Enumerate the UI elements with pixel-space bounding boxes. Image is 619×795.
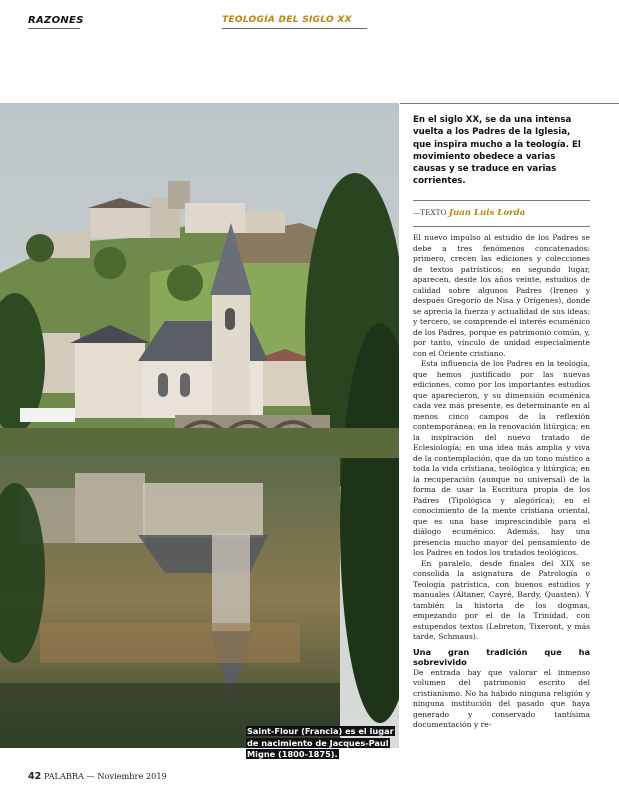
page-footer — [28, 771, 167, 782]
byline — [413, 208, 590, 218]
subheading: Una gran tradición que ha sobrevivido — [413, 646, 590, 667]
header-rule-left — [28, 28, 80, 29]
magazine-issue: PALABRA — Noviembre 2019 — [43, 771, 167, 781]
lead-rule — [413, 200, 590, 201]
town-photo — [0, 103, 399, 748]
paragraph: El nuevo impulso al estudio de los Padres se debe a tres fenómenos concatenados: primero, crecen las ediciones y colecciones de textos patrísticos; en segundo lugar, aparecen, desde los años veinte, estudios de calidad sobre algunos Padres (Ireneo y después Gregorio de Nisa y Orígenes), donde se aprecia la fuerza y actualidad de sus ideas; y tercero, se comprende el interés ecuménico de los Padres, porque es patrimonio común, y, por tanto, vínculo de unidad especialmente con el Oriente cristiano. — [413, 233, 590, 358]
paragraph: De entrada hay que valorar el inmenso volumen del patrimonio escrito del cristianismo. No ha habido ninguna religión y ninguna institución del pasado que haya generado y conservado tantísima documentación y re- — [413, 667, 590, 729]
header-rule-right — [222, 28, 367, 29]
article-lead: En el siglo XX, se da una intensa vuelta a los Padres de la Iglesia, que inspira mucho a la teología. El movimiento obedece a varias causas y se traduce en varias corrientes. — [413, 115, 581, 187]
byline-prefix: —TEXTO — [413, 208, 447, 217]
byline-rule — [413, 226, 590, 227]
topic-label: TEOLOGÍA DEL SIGLO XX — [222, 15, 352, 25]
section-label: RAZONES — [28, 15, 84, 26]
top-rule — [400, 103, 619, 104]
article-body — [413, 233, 590, 731]
page-number: 42 — [28, 771, 42, 782]
byline-author: Juan Luis Lorda — [448, 208, 526, 218]
photo-caption: Saint-Flour (Francia) es el lugar de nacimiento de Jacques-Paul Migne (1800-1875). — [247, 726, 394, 759]
paragraph: En paralelo, desde finales del XIX se consolida la asignatura de Patrología o Teología patrística, con buenos estudios y manuales (Altaner, Cayré, Bardy, Quasten). Y también la historia de los dogmas, empezando por el de la Trinidad, con estupendos textos (Lebreton, Tixeront, y más tarde, Schmaus). — [413, 558, 590, 641]
paragraph: Esta influencia de los Padres en la teología, que hemos justificado por las nuevas ediciones, como por los importantes estudios que aparecieron, y su dimensión ecuménica cada vez más presente, es determinante en al menos cinco campos de la reflexión contemporánea: en la renovación litúrgica; en la inspiración del nuevo tratado de Eclesiología; en una idea más amplia y viva de la contemplación, que da un tono místico a toda la vida cristiana, teológica y litúrgica; en la recuperación (aunque no universal) de la forma de usar la Escritura propia de los Padres (Tipológica y alegórica); en el conocimiento de la mente cristiana oriental, que es una base imprescindible para el diálogo ecuménico. Además, hay una presencia mucho mayor del pensamiento de los Padres en todos los tratados teológicos. — [413, 359, 590, 557]
photo-illustration — [0, 103, 399, 748]
